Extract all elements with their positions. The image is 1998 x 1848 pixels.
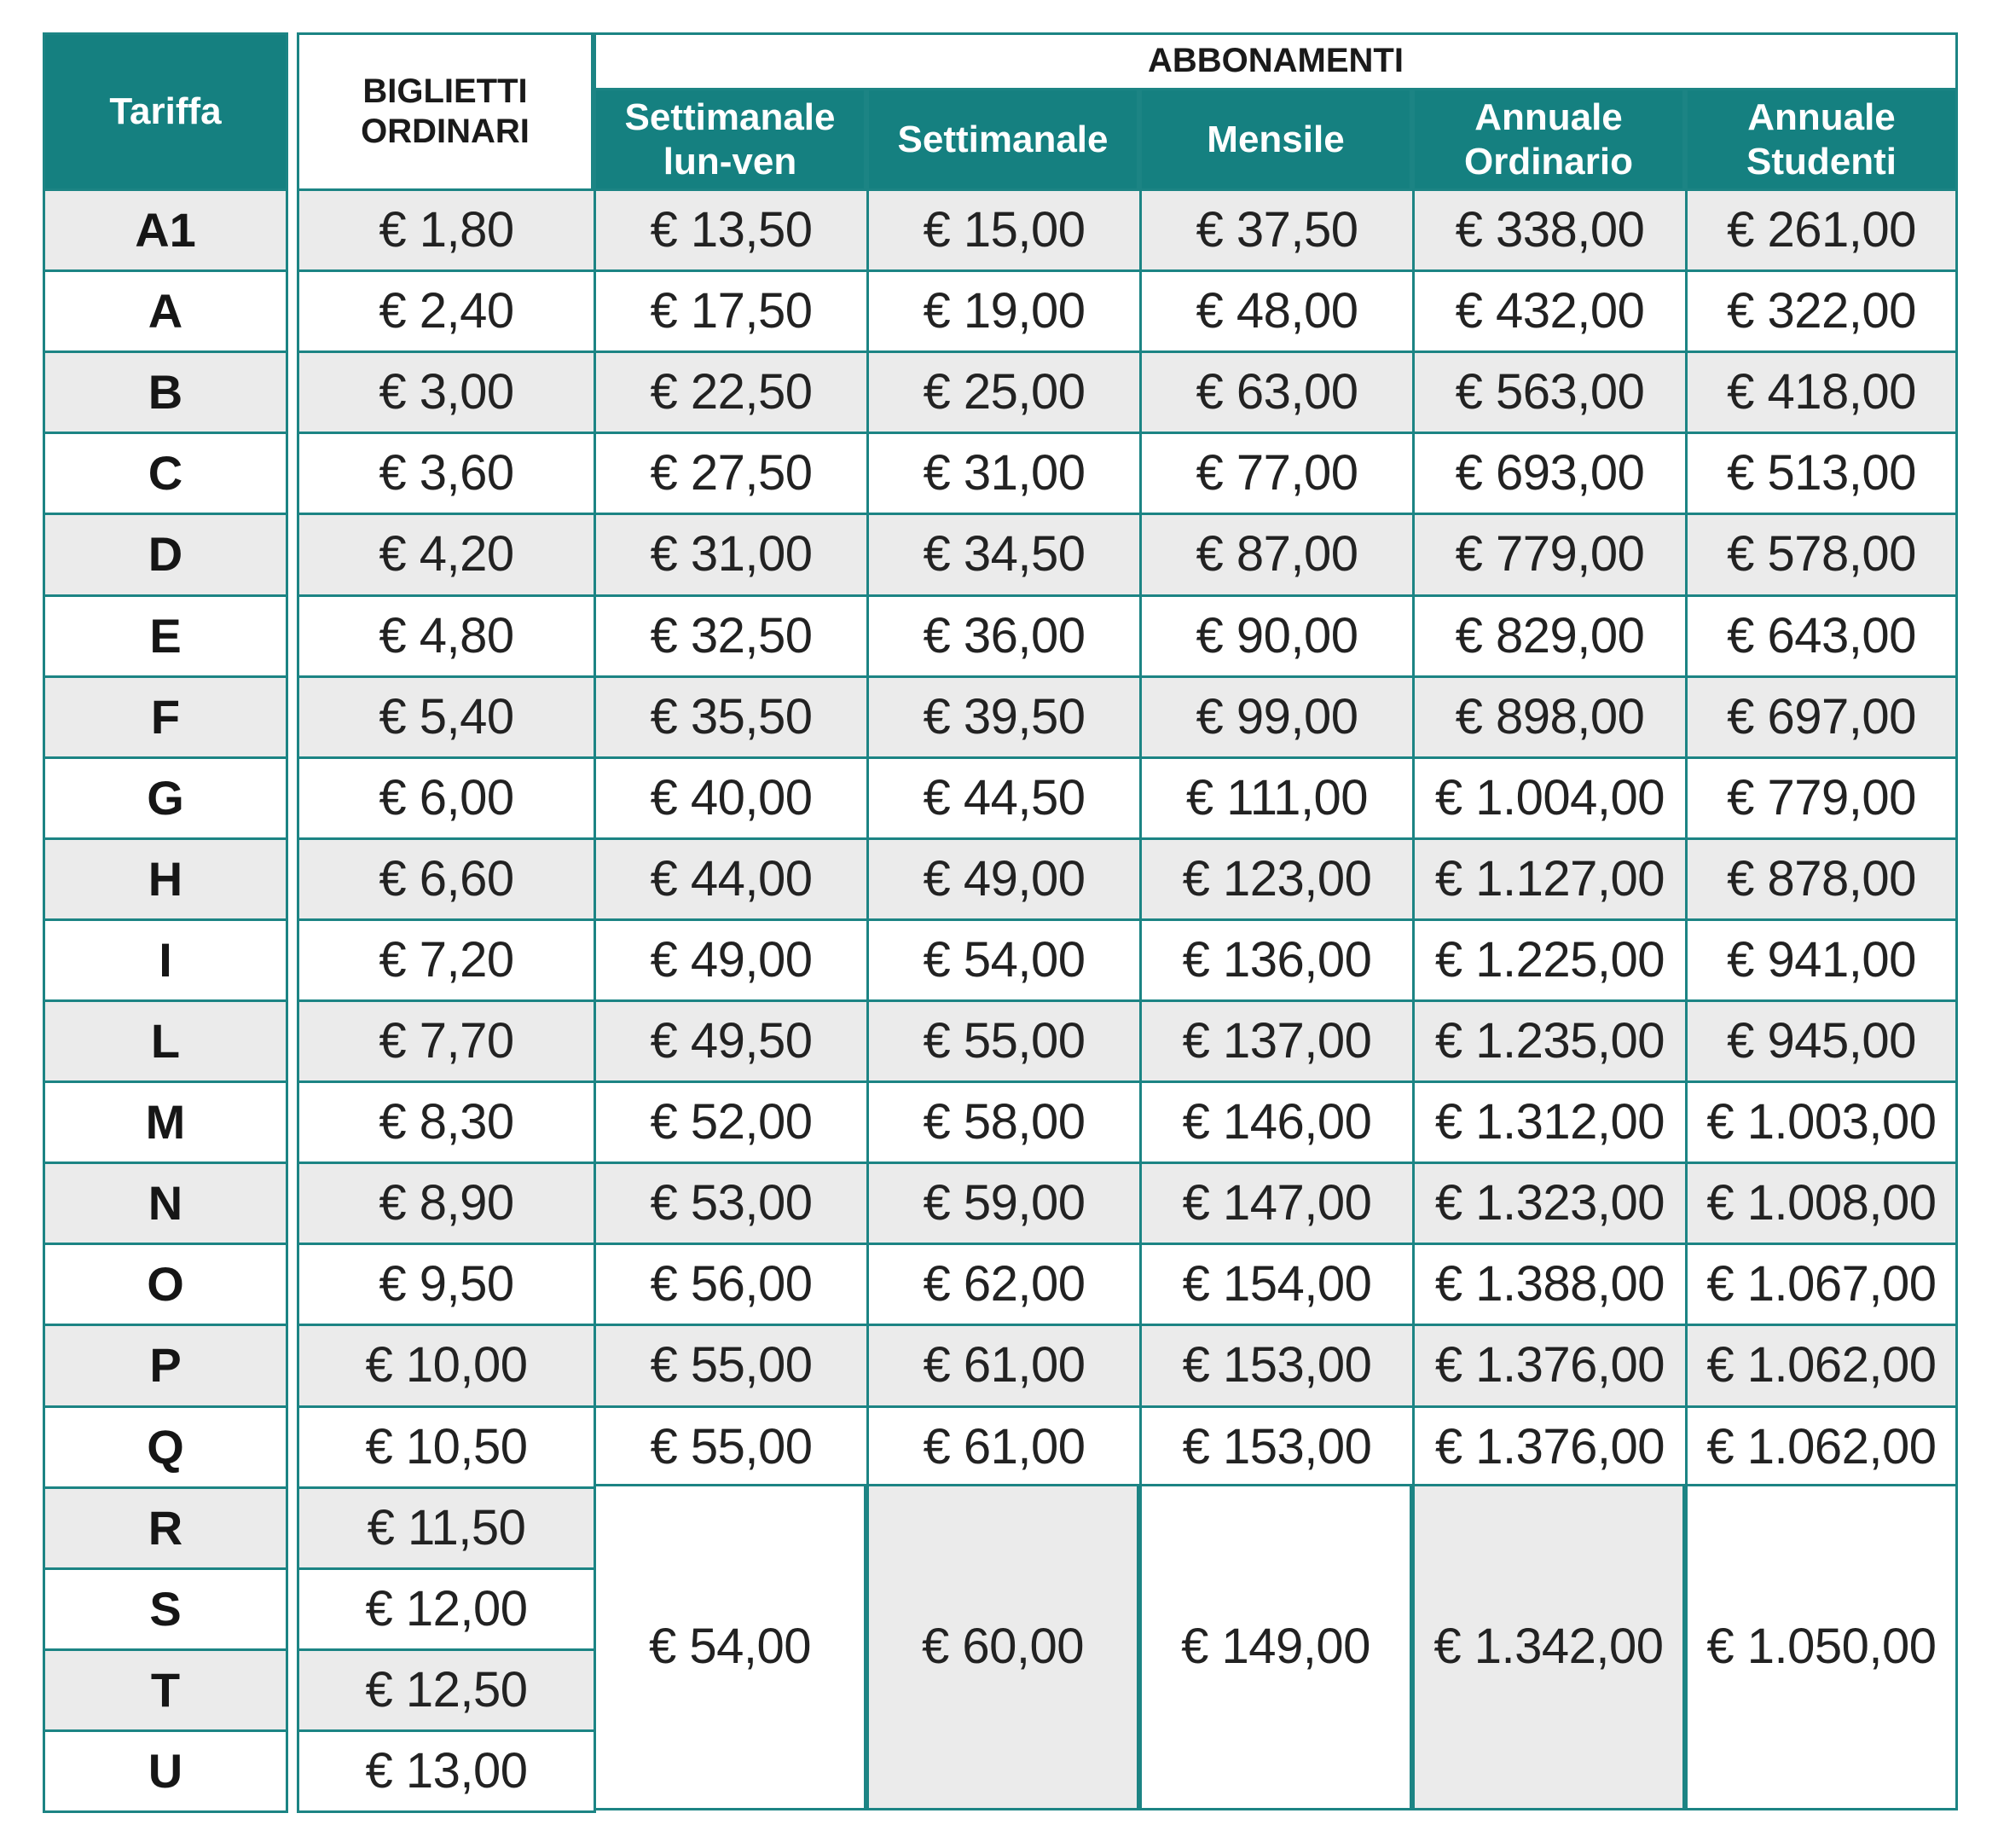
cell-abbonamento [1412,350,1688,434]
cell-value: € 49,00 [650,931,813,988]
row-label: I [159,932,172,987]
cell-abbonamento [866,675,1142,759]
cell-value: € 63,00 [1196,363,1358,420]
row-label-cell [43,1567,288,1651]
cell-value: € 1.376,00 [1434,1337,1665,1393]
cell-abbonamento [594,594,869,678]
cell-value: € 54,00 [648,1619,811,1675]
cell-abbonamento [594,675,869,759]
cell-abbonamento [1139,432,1415,515]
cell-value: € 1.235,00 [1434,1012,1665,1069]
merged-cell-settimanale [866,1484,1139,1810]
cell-value: € 1.003,00 [1706,1093,1937,1150]
cell-abbonamento [866,999,1142,1083]
cell-abbonamento [1412,269,1688,353]
cell-abbonamento [1412,1405,1688,1489]
cell-value: € 111,00 [1185,769,1369,826]
cell-abbonamento [594,837,869,921]
cell-value: € 3,60 [379,444,514,501]
cell-value: € 61,00 [923,1418,1086,1474]
cell-abbonamento [1139,837,1415,921]
header-settimanale-lun-ven [594,88,866,191]
cell-value: € 87,00 [1196,526,1358,582]
cell-value: € 37,50 [1196,201,1358,258]
cell-abbonamento [1139,999,1415,1083]
cell-value: € 7,70 [379,1012,514,1069]
cell-abbonamento [1685,269,1958,353]
cell-value: € 945,00 [1727,1012,1916,1069]
cell-value: € 13,50 [650,201,813,258]
cell-abbonamento [1139,756,1415,840]
cell-value: € 10,50 [365,1418,528,1474]
cell-value: € 61,00 [923,1337,1086,1393]
cell-abbonamento [866,594,1142,678]
cell-value: € 4,20 [379,526,514,582]
cell-value: € 35,50 [650,688,813,744]
cell-value: € 1.323,00 [1434,1174,1665,1231]
cell-value: € 34,50 [923,526,1086,582]
cell-biglietto-ordinario [297,1324,596,1408]
cell-abbonamento [1685,918,1958,1002]
row-label: O [147,1256,184,1311]
cell-abbonamento [1685,1080,1958,1164]
cell-value: € 697,00 [1727,688,1916,744]
cell-biglietto-ordinario [297,432,596,515]
cell-value: € 60,00 [921,1619,1084,1675]
cell-value: € 829,00 [1455,607,1645,663]
cell-value: € 44,50 [923,769,1086,826]
cell-value: € 90,00 [1196,607,1358,663]
cell-abbonamento [866,269,1142,353]
row-label: Q [147,1419,184,1474]
cell-abbonamento [1139,1080,1415,1164]
cell-abbonamento [1412,1162,1688,1245]
row-label: T [150,1662,181,1717]
header-sub-label: Annuale Studenti [1746,96,1897,182]
cell-abbonamento [594,918,869,1002]
cell-biglietto-ordinario [297,675,596,759]
cell-biglietto-ordinario [297,1080,596,1164]
row-label-cell [43,1729,288,1813]
row-label-cell [43,1405,288,1489]
cell-value: € 99,00 [1196,688,1358,744]
cell-value: € 19,00 [923,282,1086,339]
cell-abbonamento [1139,188,1415,272]
cell-abbonamento [1139,1162,1415,1245]
cell-abbonamento [1412,675,1688,759]
header-abbonamenti-label: ABBONAMENTI [1148,42,1404,80]
row-label: G [147,770,184,825]
cell-abbonamento [1412,999,1688,1083]
cell-value: € 578,00 [1727,526,1916,582]
cell-value: € 1.127,00 [1434,850,1665,907]
cell-biglietto-ordinario [297,350,596,434]
cell-value: € 27,50 [650,444,813,501]
cell-abbonamento [866,432,1142,515]
cell-abbonamento [1412,594,1688,678]
cell-abbonamento [866,837,1142,921]
cell-value: € 147,00 [1182,1174,1372,1231]
cell-biglietto-ordinario [297,1729,596,1813]
cell-biglietto-ordinario [297,1405,596,1489]
cell-biglietto-ordinario [297,918,596,1002]
cell-value: € 1,80 [379,201,514,258]
cell-value: € 31,00 [923,444,1086,501]
cell-value: € 1.342,00 [1433,1619,1664,1675]
row-label: A [148,283,183,338]
row-label: N [148,1175,183,1230]
cell-biglietto-ordinario [297,513,596,597]
cell-value: € 10,00 [365,1337,528,1393]
cell-biglietto-ordinario [297,756,596,840]
cell-abbonamento [866,1324,1142,1408]
cell-value: € 17,50 [650,282,813,339]
cell-value: € 6,60 [379,850,514,907]
cell-value: € 8,30 [379,1093,514,1150]
cell-value: € 22,50 [650,363,813,420]
cell-abbonamento [1139,594,1415,678]
header-tariffa-label: Tariffa [109,90,222,133]
cell-value: € 261,00 [1727,201,1916,258]
cell-value: € 12,00 [365,1580,528,1637]
cell-abbonamento [1685,513,1958,597]
row-label-cell [43,594,288,678]
cell-biglietto-ordinario [297,1162,596,1245]
row-label: E [149,608,182,663]
cell-value: € 55,00 [650,1337,813,1393]
cell-abbonamento [1685,999,1958,1083]
row-label: C [148,445,183,500]
cell-value: € 6,00 [379,769,514,826]
cell-biglietto-ordinario [297,594,596,678]
cell-biglietto-ordinario [297,837,596,921]
row-label-cell [43,513,288,597]
row-label: A1 [135,202,196,257]
cell-value: € 693,00 [1455,444,1645,501]
cell-abbonamento [594,1162,869,1245]
cell-abbonamento [1685,675,1958,759]
row-label: F [150,689,181,744]
cell-value: € 1.067,00 [1706,1255,1937,1312]
cell-value: € 15,00 [923,201,1086,258]
header-sub-label: Settimanale [897,118,1109,160]
cell-value: € 56,00 [650,1255,813,1312]
row-label-cell [43,1162,288,1245]
cell-abbonamento [594,1324,869,1408]
cell-value: € 55,00 [923,1012,1086,1069]
cell-value: € 54,00 [923,931,1086,988]
cell-abbonamento [866,756,1142,840]
cell-biglietto-ordinario [297,1243,596,1326]
cell-value: € 25,00 [923,363,1086,420]
cell-value: € 898,00 [1455,688,1645,744]
row-label-cell [43,918,288,1002]
row-label: U [148,1743,183,1798]
cell-biglietto-ordinario [297,1567,596,1651]
cell-abbonamento [1412,1080,1688,1164]
cell-abbonamento [866,1243,1142,1326]
cell-value: € 1.376,00 [1434,1418,1665,1474]
cell-abbonamento [866,350,1142,434]
cell-abbonamento [866,1080,1142,1164]
cell-abbonamento [594,1243,869,1326]
cell-value: € 52,00 [650,1093,813,1150]
cell-value: € 941,00 [1727,931,1916,988]
row-label-cell [43,269,288,353]
cell-value: € 322,00 [1727,282,1916,339]
cell-value: € 779,00 [1727,769,1916,826]
cell-value: € 53,00 [650,1174,813,1231]
row-label-cell [43,756,288,840]
cell-abbonamento [866,188,1142,272]
row-label-cell [43,837,288,921]
row-label: R [148,1500,183,1555]
cell-value: € 49,50 [650,1012,813,1069]
cell-value: € 44,00 [650,850,813,907]
cell-abbonamento [1139,1324,1415,1408]
cell-value: € 878,00 [1727,850,1916,907]
cell-abbonamento [1412,1243,1688,1326]
row-label-cell [43,1243,288,1326]
cell-value: € 136,00 [1182,931,1372,988]
cell-value: € 2,40 [379,282,514,339]
cell-abbonamento [1685,350,1958,434]
cell-abbonamento [1685,756,1958,840]
cell-value: € 1.062,00 [1706,1418,1937,1474]
cell-abbonamento [866,918,1142,1002]
cell-abbonamento [594,999,869,1083]
cell-abbonamento [1139,675,1415,759]
cell-abbonamento [1685,1324,1958,1408]
cell-abbonamento [1685,1162,1958,1245]
cell-biglietto-ordinario [297,269,596,353]
cell-value: € 62,00 [923,1255,1086,1312]
row-label: L [150,1013,181,1068]
cell-abbonamento [594,432,869,515]
merged-cell-annuale-ordinario [1412,1484,1685,1810]
cell-value: € 1.388,00 [1434,1255,1665,1312]
cell-abbonamento [1412,1324,1688,1408]
cell-value: € 7,20 [379,931,514,988]
row-label-cell [43,188,288,272]
cell-abbonamento [866,513,1142,597]
cell-value: € 779,00 [1455,526,1645,582]
cell-biglietto-ordinario [297,999,596,1083]
cell-value: € 59,00 [923,1174,1086,1231]
cell-abbonamento [1139,513,1415,597]
cell-value: € 36,00 [923,607,1086,663]
merged-cell-annuale-studenti [1685,1484,1958,1810]
cell-value: € 123,00 [1182,850,1372,907]
header-annuale-ordinario [1412,88,1685,191]
cell-value: € 11,50 [367,1499,526,1555]
cell-abbonamento [594,188,869,272]
row-label-cell [43,350,288,434]
cell-value: € 146,00 [1182,1093,1372,1150]
header-settimanale [866,88,1139,191]
cell-value: € 513,00 [1727,444,1916,501]
cell-value: € 58,00 [923,1093,1086,1150]
cell-abbonamento [594,1405,869,1489]
cell-abbonamento [1412,513,1688,597]
cell-abbonamento [594,1080,869,1164]
cell-abbonamento [1139,1243,1415,1326]
cell-value: € 8,90 [379,1174,514,1231]
cell-value: € 48,00 [1196,282,1358,339]
cell-abbonamento [594,269,869,353]
cell-abbonamento [594,756,869,840]
cell-value: € 1.004,00 [1434,769,1665,826]
cell-value: € 4,80 [379,607,514,663]
cell-value: € 39,50 [923,688,1086,744]
cell-abbonamento [1139,918,1415,1002]
cell-value: € 153,00 [1182,1418,1372,1474]
header-annuale-studenti [1685,88,1958,191]
cell-value: € 432,00 [1455,282,1645,339]
cell-value: € 1.050,00 [1706,1619,1937,1675]
cell-abbonamento [1685,594,1958,678]
cell-abbonamento [866,1162,1142,1245]
cell-value: € 563,00 [1455,363,1645,420]
cell-value: € 9,50 [379,1255,514,1312]
cell-abbonamento [1685,188,1958,272]
row-label: S [149,1581,182,1636]
cell-value: € 418,00 [1727,363,1916,420]
cell-value: € 1.225,00 [1434,931,1665,988]
cell-biglietto-ordinario [297,1486,596,1570]
cell-abbonamento [1685,1243,1958,1326]
row-label-cell [43,432,288,515]
cell-abbonamento [594,513,869,597]
cell-biglietto-ordinario [297,1648,596,1732]
cell-abbonamento [1139,350,1415,434]
row-label-cell [43,1324,288,1408]
row-label-cell [43,1648,288,1732]
cell-abbonamento [1412,188,1688,272]
cell-value: € 55,00 [650,1418,813,1474]
cell-value: € 31,00 [650,526,813,582]
header-tariffa [43,32,288,191]
cell-value: € 153,00 [1182,1337,1372,1393]
row-label-cell [43,675,288,759]
row-label: B [148,364,183,419]
row-label: D [148,527,183,582]
cell-abbonamento [1412,837,1688,921]
cell-value: € 149,00 [1181,1619,1370,1675]
header-abbonamenti [594,32,1958,90]
cell-abbonamento [1685,432,1958,515]
merged-cell-settimanale-lun-ven [594,1484,866,1810]
row-label: M [145,1094,186,1149]
cell-abbonamento [1412,432,1688,515]
cell-abbonamento [1412,756,1688,840]
cell-value: € 154,00 [1182,1255,1372,1312]
header-sub-label: Annuale Ordinario [1463,96,1634,182]
cell-abbonamento [1139,269,1415,353]
merged-cell-mensile [1139,1484,1412,1810]
cell-abbonamento [866,1405,1142,1489]
cell-value: € 1.312,00 [1434,1093,1665,1150]
cell-abbonamento [1139,1405,1415,1489]
row-label-cell [43,1080,288,1164]
cell-value: € 49,00 [923,850,1086,907]
cell-value: € 137,00 [1182,1012,1372,1069]
cell-abbonamento [594,350,869,434]
header-sub-label: Settimanale lun-ven [624,96,836,182]
cell-value: € 12,50 [365,1661,528,1718]
cell-value: € 13,00 [365,1742,528,1799]
header-biglietti-label: BIGLIETTI ORDINARI [361,72,530,150]
cell-value: € 1.008,00 [1706,1174,1937,1231]
cell-abbonamento [1412,918,1688,1002]
cell-abbonamento [1685,1405,1958,1489]
header-mensile [1139,88,1412,191]
cell-value: € 40,00 [650,769,813,826]
row-label: P [149,1338,182,1393]
cell-value: € 5,40 [379,688,514,744]
header-sub-label: Mensile [1207,118,1345,160]
cell-value: € 338,00 [1455,201,1645,258]
row-label-cell [43,1486,288,1570]
cell-value: € 1.062,00 [1706,1337,1937,1393]
cell-value: € 643,00 [1727,607,1916,663]
cell-biglietto-ordinario [297,188,596,272]
row-label: H [148,851,183,906]
cell-abbonamento [1685,837,1958,921]
header-biglietti-ordinari [297,32,594,191]
cell-value: € 3,00 [379,363,514,420]
cell-value: € 77,00 [1196,444,1358,501]
row-label-cell [43,999,288,1083]
cell-value: € 32,50 [650,607,813,663]
